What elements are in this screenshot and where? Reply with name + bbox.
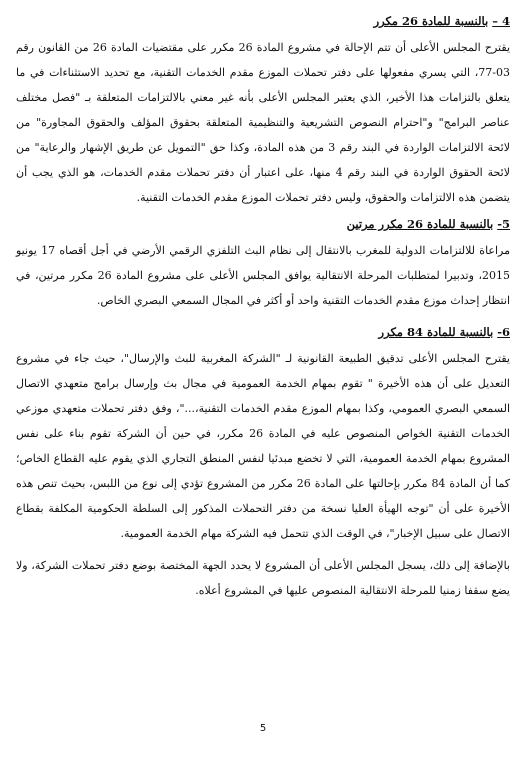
section-paragraph: بالإضافة إلى ذلك، يسجل المجلس الأعلى أن المشروع لا يحدد الجهة المختصة بوضع دفتر تحملات الشركة، ولا يضع سقفا زمنيا للمرحلة الانتقالية المنصوص عليها في المشروع أعلاه. — [16, 559, 510, 597]
section-number: 4 – — [492, 14, 510, 28]
section-article-84-bis — [16, 325, 510, 603]
section-number: 5- — [497, 217, 510, 231]
section-article-26-bis — [16, 14, 510, 210]
page-number: 5 — [259, 723, 267, 734]
section-title: بالنسبة للمادة 26 مكرر — [373, 14, 489, 28]
section-number: 6- — [497, 325, 510, 339]
section-heading — [16, 217, 510, 231]
section-heading — [16, 14, 510, 28]
section-heading — [16, 325, 510, 339]
section-title: بالنسبة للمادة 84 مكرر — [378, 325, 494, 339]
section-paragraph: مراعاة للالتزامات الدولية للمغرب بالانتقال إلى نظام البث التلفزي الرقمي الأرضي في أجل أقصاه 17 يونيو 2015، وتدبيرا لمتطلبات المرحلة الانتقالية يوافق المجلس الأعلى على مشروع المادة 26 مكرر مرتين، في انتظار إحداث موزع مقدم الخدمات التقنية واحد أو أكثر في المجال السمعي البصري الخاص. — [16, 244, 510, 307]
section-paragraph: يقترح المجلس الأعلى أن تتم الإحالة في مشروع المادة 26 مكرر على مقتضيات المادة 26 من القانون رقم 03-77، التي يسري مفعولها على دفتر تحملات الموزع مقدم الخدمات التقنية، مع تحديد الاستثناءات في ما يتعلق بالتزامات هذا الأخير، الذي يعتبر المجلس الأعلى بأنه غير معني بالالتزامات المتعلقة بـ "فصل مختلف عناصر البرامج" و"احترام النصوص التشريعية والتنظيمية المتعلقة بحقوق المؤلف والحقوق المجاورة" من لائحة الالتزامات الواردة في البند رقم 3 من هذه المادة، وكذا حق "التمويل عن طريق الإشهار والرعاية" من لائحة الحقوق الواردة في البند رقم 4 منها، على اعتبار أن دفتر تحملات مقدم الخدمات، هو الذي يجب أن يتضمن هذه الالتزامات والحقوق، وليس دفتر تحملات الموزع مقدم الخدمات التقنية. — [16, 41, 511, 204]
section-paragraph: يقترح المجلس الأعلى تدقيق الطبيعة القانونية لـ "الشركة المغربية للبث والإرسال"، حيث جاء في مشروع التعديل على أن هذه الأخيرة " تقوم بمهام الخدمة العمومية في مجال بث وإرسال برامج متعهدي الاتصال السمعي البصري العمومي، وكذا بمهام الموزع مقدم الخدمات التقنية،..."، وفق دفتر تحملات متعهدي موزعي الخدمات التقنية الخواص المنصوص عليه في المادة 26 مكرر، في حين أن الشركة تقوم بناء على نفس المشروع بمهام الخدمة العمومية، التي لا تخضع مبدئيا لنفس المنطق التجاري الذي يقوم عليه القطاع الخاص؛ كما أن المادة 84 مكرر بإحالتها على المادة 26 مكرر من المشروع تؤدي إلى نوع من اللبس، بحيث تنص هذه الأخيرة على أن "توجه الهيأة العليا نسخة من دفتر التحملات المذكور إلى السلطة الحكومية المكلفة بقطاع الاتصال على سبيل الإخبار"، في الوقت الذي تتحمل فيه الشركة مهام الخدمة العمومية. — [16, 352, 510, 540]
section-article-26-bis-twice — [16, 217, 510, 313]
section-title: بالنسبة للمادة 26 مكرر مرتين — [346, 217, 494, 231]
